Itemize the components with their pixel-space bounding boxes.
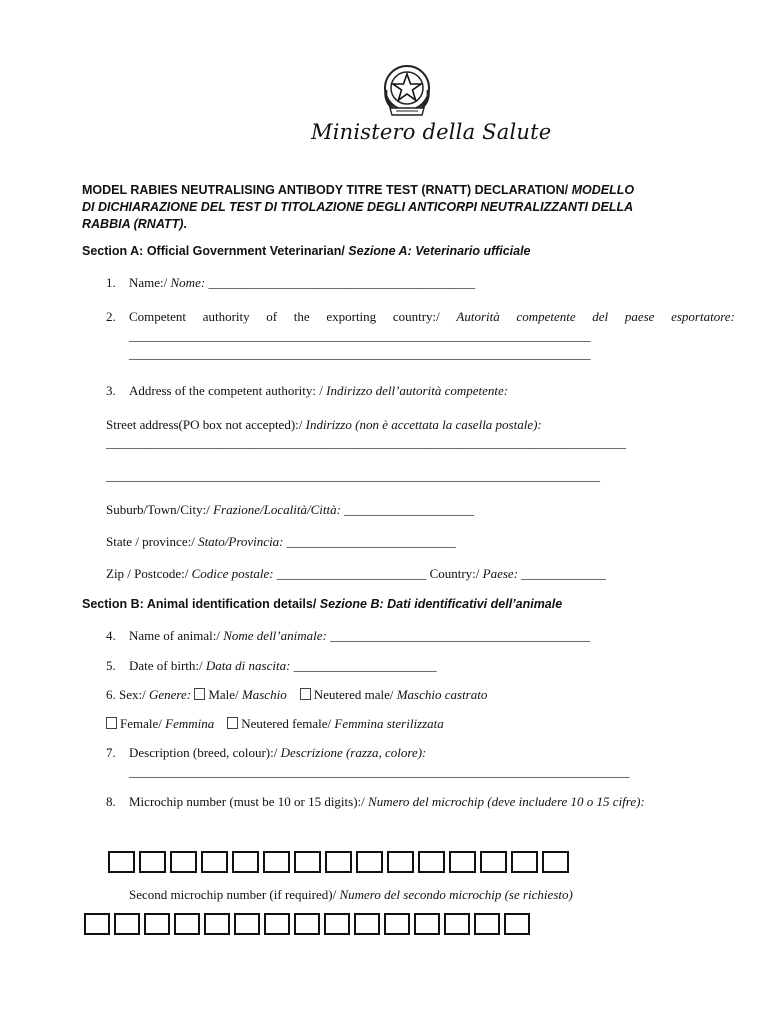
item-label-en: Name:/ (129, 275, 171, 290)
item-4-animal-name (106, 628, 590, 644)
item-6-sex-female (106, 716, 444, 732)
suburb-label-en: Suburb/Town/City:/ (106, 502, 214, 517)
word: competente (516, 309, 576, 324)
suburb-label-it: Frazione/Località/Città: (213, 502, 341, 517)
second-microchip-digit-box[interactable] (84, 913, 110, 935)
authority-field-line-2[interactable]: _______________________________________________________________________ (129, 346, 591, 361)
section-b-heading (82, 597, 562, 611)
street-field-line-1[interactable]: ________________________________________________________________________________ (106, 435, 626, 450)
sex-label-it: Genere: (148, 687, 192, 702)
microchip-digit-box[interactable] (511, 851, 538, 873)
neutered-female-checkbox[interactable] (227, 717, 238, 729)
title-english: MODEL RABIES NEUTRALISING ANTIBODY TITRE TEST (RNATT) DECLARATION/ (82, 183, 572, 197)
item-label-it: Descrizione (razza, colore): (280, 745, 427, 760)
suburb-field[interactable]: ____________________ (344, 502, 475, 517)
section-a-it: Sezione A: Veterinario ufficiale (348, 244, 531, 258)
neutered-male-label-it: Maschio castrato (396, 687, 488, 702)
title-italian-2: DI DICHIARAZIONE DEL TEST DI TITOLAZIONE DEGLI ANTICORPI NEUTRALIZZANTI DELLA (82, 200, 634, 214)
second-microchip-digit-box[interactable] (324, 913, 350, 935)
microchip-digit-box[interactable] (108, 851, 135, 873)
word: the (293, 309, 310, 324)
word: esportatore: (671, 309, 735, 324)
item-number: 3. (106, 383, 116, 398)
female-checkbox[interactable] (106, 717, 117, 729)
state-row (106, 534, 456, 550)
state-label-it: Stato/Provincia: (198, 534, 284, 549)
authority-field-line-1[interactable]: _______________________________________________________________________ (129, 328, 591, 343)
date-of-birth-field[interactable]: ______________________ (293, 658, 437, 673)
title-italian-1: MODELLO (571, 183, 635, 197)
street-address (106, 417, 626, 484)
section-b-en: Section B: Animal identification details/ (82, 597, 320, 611)
item-label-en: Address of the competent authority: / (129, 383, 327, 398)
word: of (266, 309, 278, 324)
neutered-male-checkbox[interactable] (300, 688, 311, 700)
item-label-it: Data di nascita: (205, 658, 291, 673)
microchip-digit-box[interactable] (387, 851, 414, 873)
title-period: . (183, 217, 187, 231)
suburb-row (106, 502, 474, 518)
item-label-en: Name of animal:/ (129, 628, 224, 643)
ministry-name: Ministero della Salute (311, 120, 552, 144)
item-2-competent-authority (106, 309, 735, 362)
neutered-male-label-en: Neutered male/ (313, 687, 397, 702)
word: paese (624, 309, 655, 324)
second-chip-label-it: Numero del secondo microchip (se richiesto) (339, 887, 573, 902)
male-label-it: Maschio (241, 687, 287, 702)
microchip-digit-box[interactable] (263, 851, 290, 873)
title-italian-3: RABBIA (RNATT) (82, 217, 184, 231)
word: Autorità (456, 309, 500, 324)
street-label-it: Indirizzo (non è accettata la casella postale): (305, 417, 542, 432)
state-field[interactable]: __________________________ (286, 534, 456, 549)
second-microchip-digit-boxes (84, 913, 534, 935)
word: del (592, 309, 609, 324)
animal-name-field[interactable]: ________________________________________ (330, 628, 591, 643)
second-microchip-digit-box[interactable] (204, 913, 230, 935)
document-title (82, 182, 634, 233)
item-number: 5. (106, 658, 116, 673)
name-field[interactable]: _________________________________________ (208, 275, 475, 290)
microchip-digit-box[interactable] (201, 851, 228, 873)
italian-republic-emblem-icon (378, 60, 436, 120)
zip-row (106, 566, 606, 582)
microchip-digit-box[interactable] (542, 851, 569, 873)
microchip-digit-box[interactable] (294, 851, 321, 873)
section-a-en: Section A: Official Government Veterinarian/ (82, 244, 349, 258)
item-6-sex (106, 687, 487, 703)
word: country:/ (392, 309, 440, 324)
sex-label-en: 6. Sex:/ (106, 687, 149, 702)
item-5-date-of-birth (106, 658, 437, 674)
second-microchip-digit-box[interactable] (114, 913, 140, 935)
word: exporting (326, 309, 377, 324)
second-microchip-digit-box[interactable] (414, 913, 440, 935)
item-3-address (106, 383, 508, 399)
street-label-en: Street address(PO box not accepted):/ (106, 417, 306, 432)
item-number: 7. (106, 745, 116, 760)
neutered-female-label-en: Neutered female/ (241, 716, 335, 731)
section-b-it: Sezione B: Dati identificativi dell’animale (319, 597, 563, 611)
street-field-line-2[interactable]: ____________________________________________________________________________ (106, 468, 600, 483)
second-microchip-digit-box[interactable] (504, 913, 530, 935)
second-microchip-digit-box[interactable] (264, 913, 290, 935)
item-label-en: Description (breed, colour):/ (129, 745, 281, 760)
item-number: 2. (106, 309, 116, 324)
microchip-digit-box[interactable] (170, 851, 197, 873)
item-label-en: Microchip number (must be 10 or 15 digits):/ (129, 794, 369, 809)
description-field[interactable]: _____________________________________________________________________________ (129, 764, 630, 779)
item-label-en: Date of birth:/ (129, 658, 206, 673)
item-label-it: Nome dell’animale: (223, 628, 327, 643)
microchip-digit-box[interactable] (418, 851, 445, 873)
item-number: 4. (106, 628, 116, 643)
item-2-label (129, 309, 735, 325)
country-field[interactable]: _____________ (521, 566, 606, 581)
second-chip-label-en: Second microchip number (if required)/ (129, 887, 340, 902)
country-label-it: Paese: (482, 566, 519, 581)
second-microchip-digit-box[interactable] (234, 913, 260, 935)
state-label-en: State / province:/ (106, 534, 199, 549)
microchip-digit-box[interactable] (480, 851, 507, 873)
female-label-it: Femmina (165, 716, 215, 731)
zip-label-it: Codice postale: (191, 566, 274, 581)
second-microchip-digit-box[interactable] (384, 913, 410, 935)
item-number: 1. (106, 275, 116, 290)
second-microchip-digit-box[interactable] (474, 913, 500, 935)
microchip-digit-box[interactable] (325, 851, 352, 873)
second-microchip-digit-box[interactable] (444, 913, 470, 935)
item-7-description (106, 745, 630, 780)
country-label-en: Country:/ (429, 566, 483, 581)
item-label-it: Nome: (170, 275, 206, 290)
microchip-digit-box[interactable] (449, 851, 476, 873)
item-label-it: Indirizzo dell’autorità competente: (326, 383, 509, 398)
male-label-en: Male/ (208, 687, 242, 702)
microchip-digit-box[interactable] (232, 851, 259, 873)
male-checkbox[interactable] (194, 688, 205, 700)
item-8-microchip (106, 794, 645, 810)
section-a-heading (82, 244, 531, 258)
microchip-digit-box[interactable] (139, 851, 166, 873)
item-number: 8. (106, 794, 116, 809)
second-microchip-digit-box[interactable] (294, 913, 320, 935)
word: Competent (129, 309, 187, 324)
zip-field[interactable]: _______________________ (276, 566, 427, 581)
microchip-digit-boxes (108, 851, 573, 873)
item-label-it: Numero del microchip (deve includere 10 o 15 cifre): (368, 794, 645, 809)
second-microchip-digit-box[interactable] (174, 913, 200, 935)
neutered-female-label-it: Femmina sterilizzata (334, 716, 444, 731)
second-microchip-digit-box[interactable] (354, 913, 380, 935)
second-microchip-label (129, 887, 573, 903)
item-1-name (106, 275, 475, 291)
female-label-en: Female/ (120, 716, 166, 731)
word: authority (202, 309, 250, 324)
microchip-digit-box[interactable] (356, 851, 383, 873)
second-microchip-digit-box[interactable] (144, 913, 170, 935)
zip-label-en: Zip / Postcode:/ (106, 566, 192, 581)
